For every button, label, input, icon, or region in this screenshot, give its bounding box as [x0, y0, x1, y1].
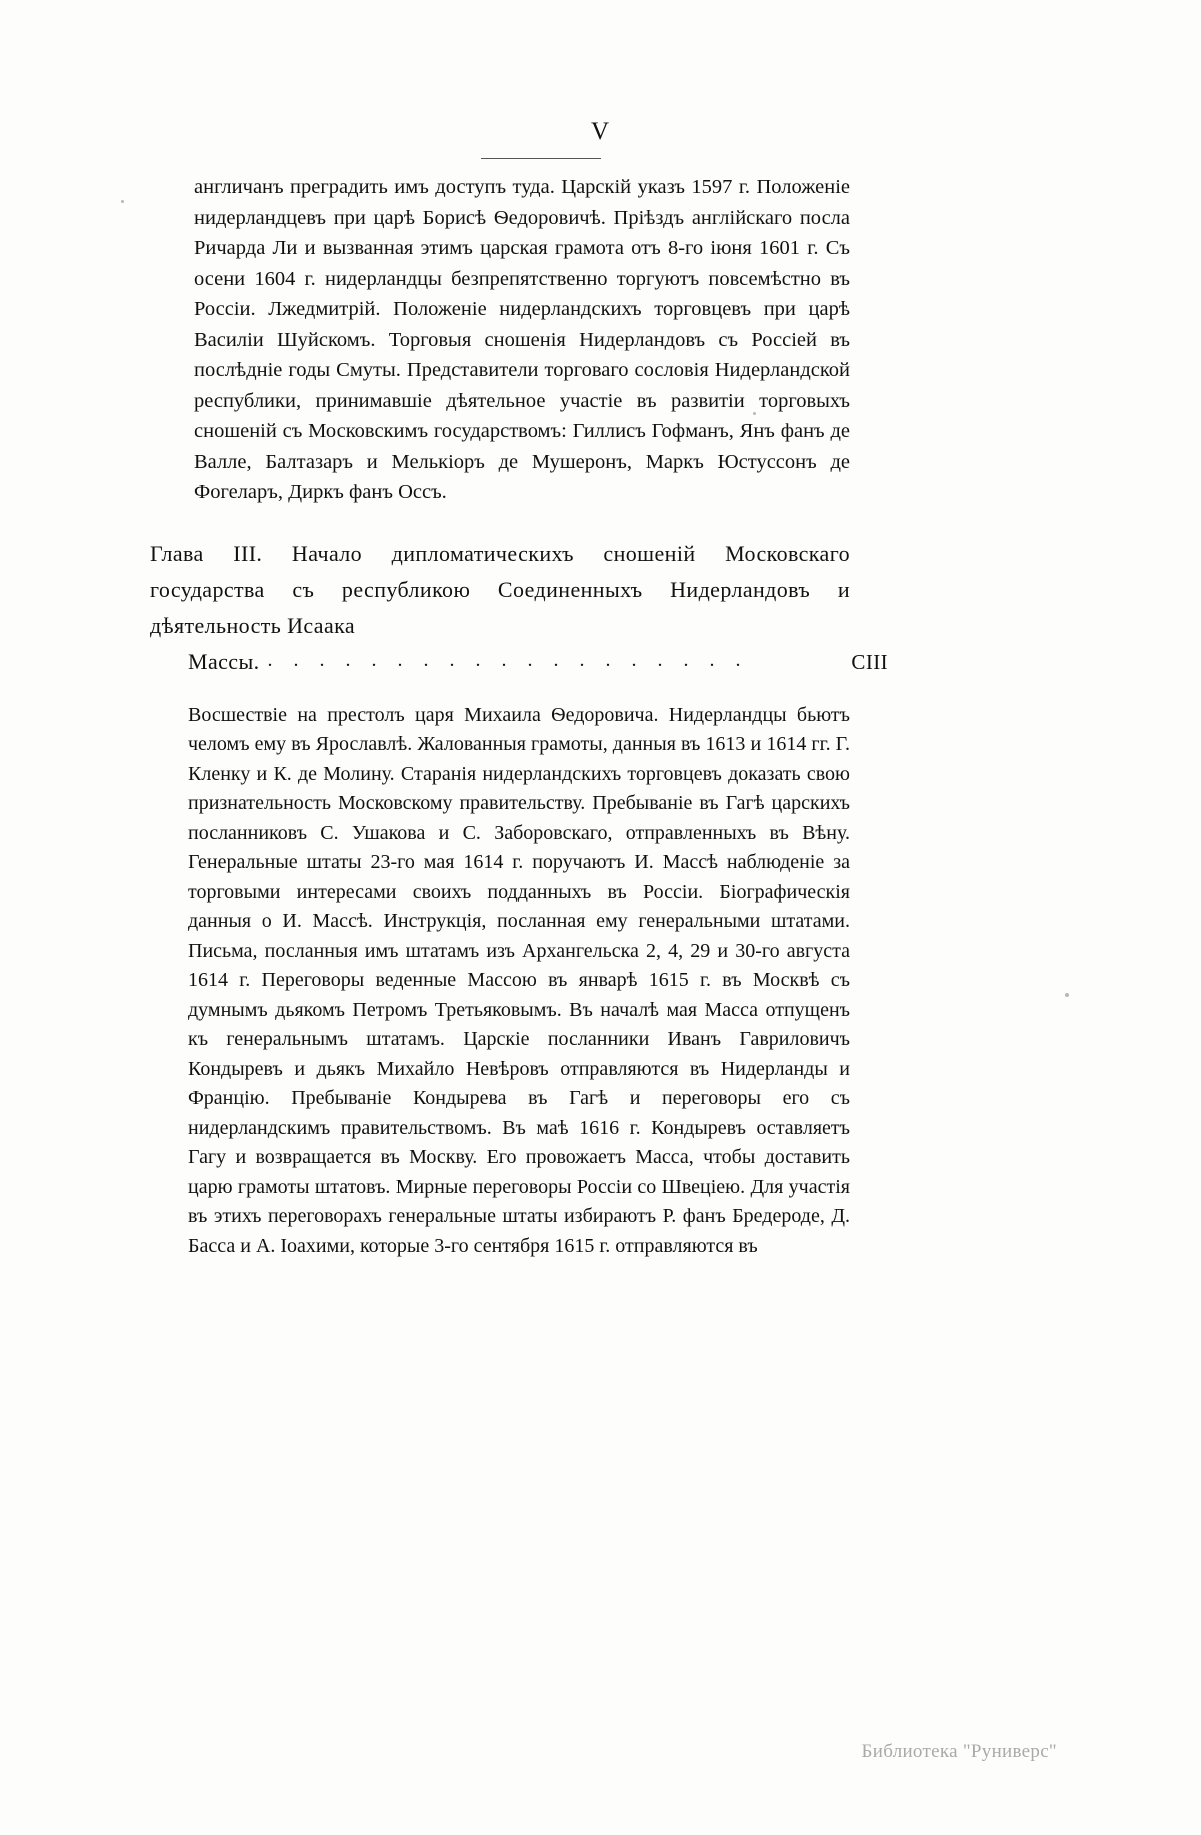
toc-paragraph-2: Восшествіе на престолъ царя Михаила Ѳедоровича. Нидерландцы бьютъ челомъ ему въ Ярославлѣ. Жалованныя грамоты, данныя въ 1613 и 1614 гг. Г. Кленку и К. де Молину. Старанія нидерландскихъ торговцевъ доказать свою признательность Московскому правительству. Пребываніе въ Гагѣ царскихъ посланниковъ С. Ушакова и С. Заборовскаго, отправленныхъ въ Вѣну. Генеральные штаты 23-го мая 1614 г. поручаютъ И. Массѣ наблюденіе за торговыми интересами своихъ подданныхъ въ Россіи. Біографическія данныя о И. Массѣ. Инструкція, посланная ему генеральными штатами. Письма, посланныя имъ штатамъ изъ Архангельска 2, 4, 29 и 30-го августа 1614 г. Переговоры веденные Массою въ январѣ 1615 г. въ Москвѣ съ думнымъ дьякомъ Петромъ Третьяковымъ. Въ началѣ мая Масса отпущенъ къ генеральнымъ штатамъ. Царскіе посланники Иванъ Гавриловичъ Кондыревъ и дьякъ Михайло Невѣровъ отправляются въ Нидерланды и Францію. Пребываніе Кондырева въ Гагѣ и переговоры его съ нидерландскимъ правительствомъ. Въ маѣ 1616 г. Кондыревъ оставляетъ Гагу и возвращается въ Москву. Его провожаетъ Масса, чтобы доставить царю грамоты штатовъ. Мирные переговоры Россіи со Швеціею. Для участія въ этихъ переговорахъ генеральные штаты избираютъ Р. фанъ Бредероде, Д. Басса и А. Іоахими, которые 3-го сентября 1615 г. отправляются въ: [188, 703, 850, 1257]
chapter-title-tail: Массы.: [188, 648, 260, 674]
chapter-title-last-line: [188, 644, 888, 681]
page-content: [150, 172, 888, 1261]
chapter-title: Начало дипломатическихъ сношеній Московскаго государства съ республикою Соединенныхъ Нидерландовъ и дѣятельность Исаака: [150, 540, 850, 638]
paper-speck: [121, 200, 124, 203]
library-watermark: Библиотека "Руниверс": [861, 1741, 1057, 1762]
chapter-entry: [150, 536, 888, 681]
paper-speck: [753, 412, 756, 415]
chapter-page-ref: CIII: [851, 649, 888, 674]
header-rule: [481, 158, 601, 159]
chapter-label: Глава III.: [150, 540, 263, 566]
leader-dots: . . . . . . . . . . . . . . . . . . .: [267, 648, 749, 671]
page-number: V: [590, 118, 611, 145]
toc-paragraph-1: англичанъ преградить имъ доступъ туда. Царскій указъ 1597 г. Положеніе нидерландцевъ при царѣ Борисѣ Ѳедоровичѣ. Пріѣздъ англійскаго посла Ричарда Ли и вызванная этимъ царская грамота отъ 8-го іюня 1601 г. Съ осени 1604 г. нидерландцы безпрепятственно торгуютъ повсемѣстно въ Россіи. Лжедмитрій. Положеніе нидерландскихъ торговцевъ при царѣ Василіи Шуйскомъ. Торговыя сношенія Нидерландовъ съ Россіей въ послѣдніе годы Смуты. Представители торговаго сословія Нидерландской республики, принимавшіе дѣятельное участіе въ развитіи торговыхъ сношеній съ Московскимъ государствомъ: Гиллисъ Гофманъ, Янъ фанъ де Валле, Балтазаръ и Мелькіоръ де Мушеронъ, Маркъ Юстуссонъ де Фогеларъ, Диркъ фанъ Оссъ.: [194, 176, 850, 503]
paper-speck: [1065, 993, 1069, 997]
